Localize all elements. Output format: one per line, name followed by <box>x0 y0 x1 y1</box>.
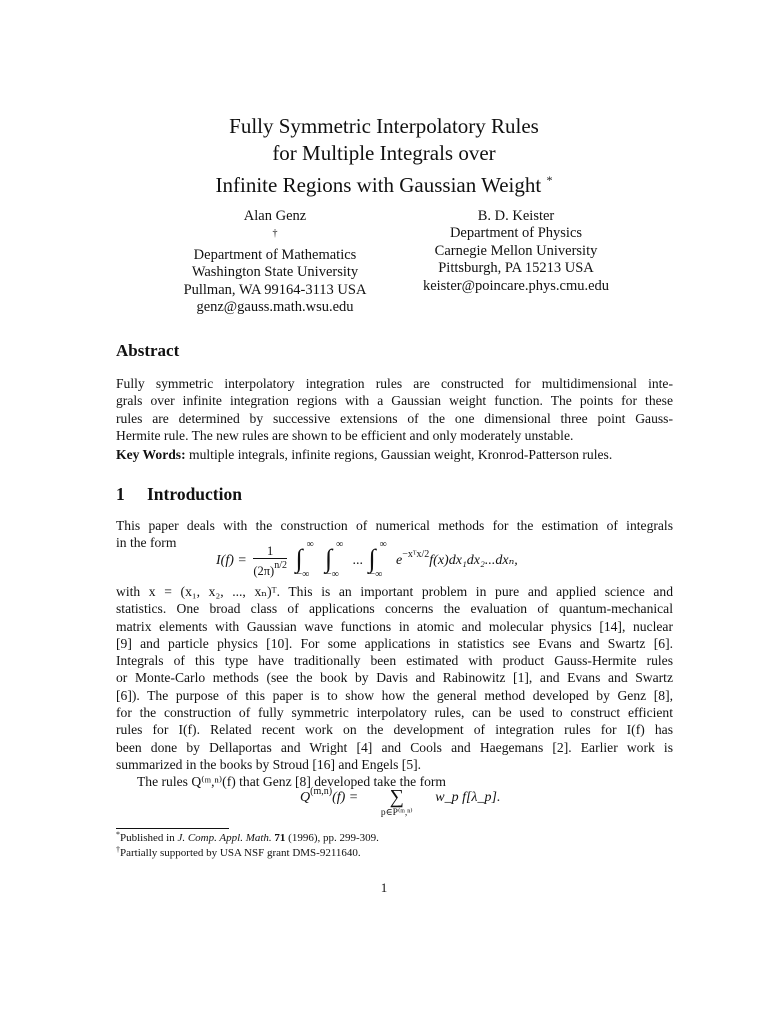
integral-lower: −∞ <box>369 569 383 580</box>
summation-sign: ∑ <box>389 786 404 808</box>
page-number: 1 <box>380 880 388 895</box>
footnote-rule <box>116 828 229 829</box>
author-email: keister@poincare.phys.cmu.edu <box>422 277 610 294</box>
eq1-denominator <box>253 559 287 578</box>
keywords-text: multiple integrals, infinite regions, Gaussian weight, Kronrod-Patterson rules. <box>189 447 613 462</box>
author-email: genz@gauss.math.wsu.edu <box>196 299 354 316</box>
paper-title <box>100 113 668 199</box>
footnote-mark: * <box>116 830 120 839</box>
author-address: Pittsburgh, PA 15213 USA <box>438 260 594 277</box>
author-footnote-mark: † <box>272 228 278 240</box>
title-line-2: for Multiple Integrals over <box>272 141 496 165</box>
abstract-line: grals over infinite integration regions with a Gaussian weight function. The points for these <box>116 393 673 409</box>
keywords <box>116 447 612 463</box>
integral-upper: ∞ <box>306 539 314 550</box>
footnote-1 <box>116 830 379 844</box>
body-line: for the construction of fully symmetric interpolatory rules, can be used to construct efficient <box>116 705 673 721</box>
author-address: Pullman, WA 99164-3113 USA <box>183 281 367 298</box>
eq2-rhs: w_p f[λ_p]. <box>435 790 501 805</box>
author-block-keister <box>400 208 632 295</box>
integral-sign: ∫ ∞ −∞ <box>368 539 387 580</box>
footnote-journal: J. Comp. Appl. Math. <box>177 832 272 844</box>
footnote-text: Partially supported by USA NSF grant DMS-9211640. <box>120 847 361 859</box>
abstract-line: rules are determined by successive extensions of the one dimensional three point Gauss- <box>116 410 673 426</box>
title-line-1: Fully Symmetric Interpolatory Rules <box>229 114 539 138</box>
author-department: Department of Physics <box>449 225 583 242</box>
abstract-line: Fully symmetric interpolatory integration rules are constructed for multidimensional inte- <box>116 376 673 391</box>
title-footnote-mark: * <box>546 173 553 187</box>
eq1-numerator: 1 <box>253 544 287 559</box>
rules-line: The rules Q⁽ᵐ,ⁿ⁾(f) that Genz [8] developed take the form <box>137 774 446 790</box>
footnote-mark: † <box>116 845 120 854</box>
footnote-2 <box>116 845 361 859</box>
abstract-body <box>116 375 673 444</box>
footnote-text: Published in <box>120 832 178 844</box>
title-line-3-text: Infinite Regions with Gaussian Weight <box>215 173 542 197</box>
summation <box>362 786 432 819</box>
section-number: 1 <box>116 484 125 504</box>
eq1-exp-base: e <box>396 553 403 569</box>
footnote-volume: 71 <box>274 832 286 844</box>
body-line: [6]). The purpose of this paper is to show how the general method developed by Genz [8], <box>116 687 673 703</box>
body-line: or Monte-Carlo methods (see the book by Davis and Rabinowitz [1], and Evans and Swartz <box>116 670 673 686</box>
body-line: Integrals of this type have traditionally been estimated with product Gauss-Hermite rules <box>116 653 673 669</box>
author-university: Carnegie Mellon University <box>434 242 598 259</box>
section-title: Introduction <box>147 484 242 504</box>
author-department: Department of Mathematics <box>193 246 357 263</box>
footnote-text: (1996), pp. 299-309. <box>285 832 379 844</box>
eq1-tail: f(x)dx₁dx₂...dxₙ, <box>429 553 518 569</box>
body-line: summarized in the books by Stroud [16] and Engels [5]. <box>116 756 422 772</box>
abstract-heading: Abstract <box>116 341 180 360</box>
keywords-label: Key Words: <box>116 447 186 462</box>
abstract-line: Hermite rule. The new rules are shown to be efficient and only moderately unstable. <box>116 427 574 443</box>
eq1-exp-power: −xᵀx/2 <box>402 549 430 561</box>
body-line: with x = (x₁, x₂, ..., xₙ)ᵀ. This is an important problem in pure and applied science and <box>116 584 673 599</box>
eq1-denominator-base: (2π) <box>253 564 275 578</box>
eq1-dots: ... <box>352 553 363 569</box>
equation-integral <box>216 541 518 581</box>
equation-rule <box>300 786 500 826</box>
eq2-lhs-arg: (f) = <box>332 790 359 805</box>
eq1-denominator-exp: n/2 <box>274 560 287 571</box>
author-name: B. D. Keister <box>477 208 555 224</box>
integral-lower: −∞ <box>326 569 339 580</box>
title-line-3 <box>100 167 668 199</box>
summation-subscript: p∈P⁽ᵐ,ⁿ⁾ <box>380 808 413 818</box>
body-line: rules for I(f). Related recent work on the development of integration rules for I(f) has <box>116 722 673 738</box>
author-block-genz <box>160 208 390 316</box>
integral-sign: ∫ ∞ −∞ <box>325 539 344 580</box>
author-university: Washington State University <box>191 264 359 281</box>
intro-line: in the form <box>116 535 177 551</box>
eq2-lhs: Q <box>300 790 311 805</box>
integral-sign: ∫ ∞ −∞ <box>295 539 314 580</box>
section-heading-introduction <box>116 484 242 505</box>
body-line: [9] and particle physics [10]. For some applications in statistics see Evans and Swartz [6]. <box>116 635 673 651</box>
author-name <box>160 208 390 247</box>
eq1-lhs: I(f) = <box>216 553 247 569</box>
author-name-text: Alan Genz <box>243 208 307 224</box>
eq1-fraction <box>253 544 287 578</box>
intro-line: This paper deals with the construction of numerical methods for the estimation of integrals <box>116 518 673 533</box>
eq2-lhs-sup: (m,n) <box>310 786 333 797</box>
intro-body <box>116 583 673 791</box>
integral-lower: −∞ <box>296 569 310 580</box>
body-line: statistics. One broad class of applications concerns the evaluation of quantum-mechanical <box>116 601 673 617</box>
integral-upper: ∞ <box>336 539 344 550</box>
body-line: matrix elements with Gaussian wave functions in atomic and molecular physics [14], nuclear <box>116 618 673 634</box>
body-line: been done by Dellaportas and Wright [4] and Cools and Haegemans [2]. Earlier work is <box>116 739 673 755</box>
integral-upper: ∞ <box>379 539 387 550</box>
